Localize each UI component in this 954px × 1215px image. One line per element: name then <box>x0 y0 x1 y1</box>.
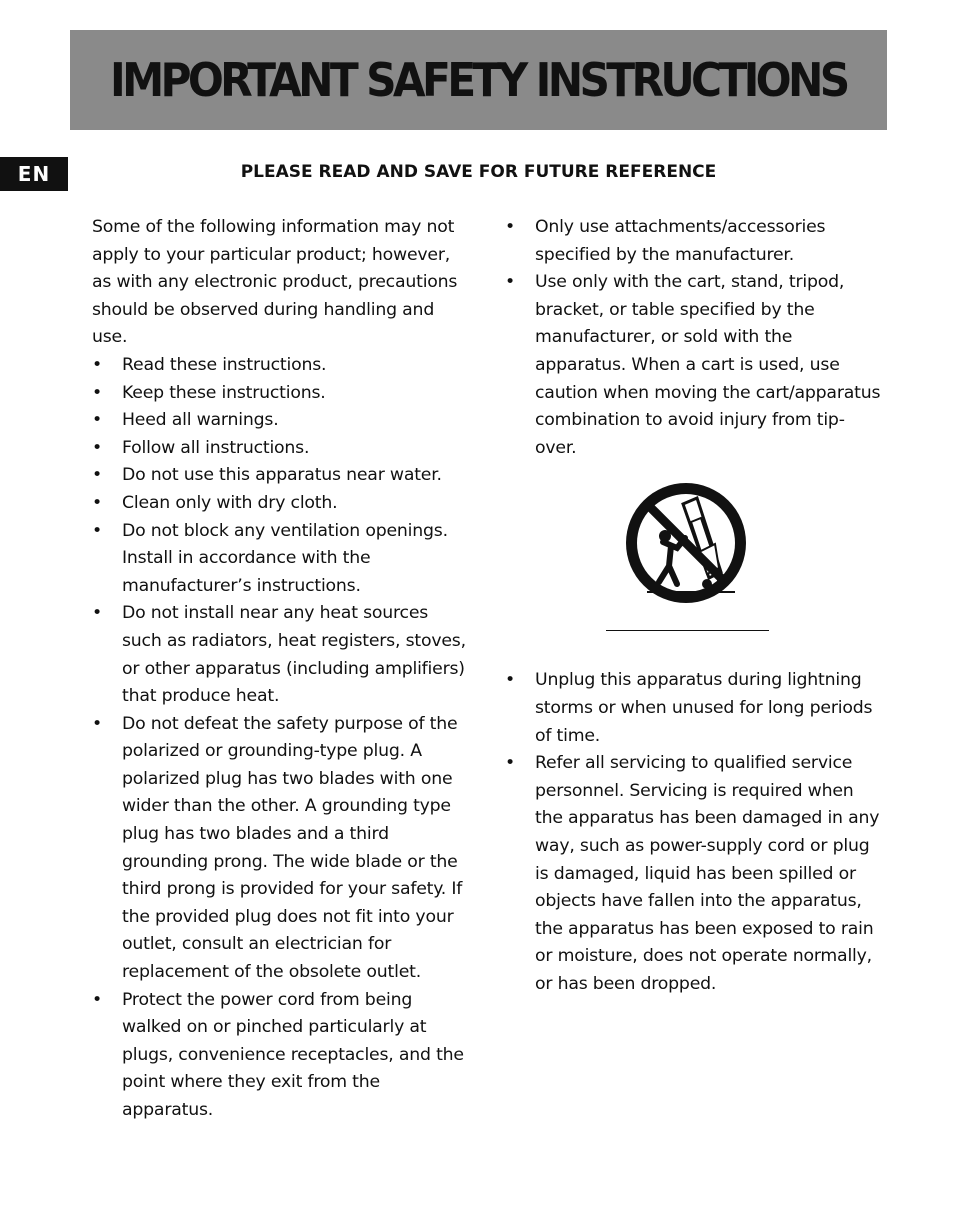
list-item: • Keep these instructions. <box>92 380 472 408</box>
divider-line <box>606 630 769 631</box>
list-item: • Use only with the cart, stand, tripod, bracket, or table specified by the manufacturer, or sold with the apparatus. When a cart is used, use caution when moving the cart/apparatus combination to avoid injury from tip-over. <box>505 269 883 462</box>
right-bullet-list-bottom <box>505 667 883 998</box>
right-bullet-list-top <box>505 214 883 462</box>
list-item: • Read these instructions. <box>92 352 472 380</box>
list-item: • Do not defeat the safety purpose of the polarized or grounding-type plug. A polarized plug has two blades with one wider than the other. A grounding type plug has two blades and a third grounding prong. The wide blade or the third prong is provided for your safety. If the provided plug does not fit into your outlet, consult an electrician for replacement of the obsolete outlet. <box>92 711 472 987</box>
list-item: • Heed all warnings. <box>92 407 472 435</box>
page-subtitle: PLEASE READ AND SAVE FOR FUTURE REFERENCE <box>240 162 717 182</box>
title-banner <box>70 30 887 130</box>
list-item: • Protect the power cord from being walked on or pinched particularly at plugs, convenience receptacles, and the point where they exit from the apparatus. <box>92 987 472 1125</box>
list-item: • Do not install near any heat sources such as radiators, heat registers, stoves, or other apparatus (including amplifiers) that produce heat. <box>92 600 472 710</box>
right-column <box>505 214 883 998</box>
cart-tip-over-warning-icon <box>625 482 747 604</box>
list-item: • Unplug this apparatus during lightning storms or when unused for long periods of time. <box>505 667 883 750</box>
list-item: • Do not block any ventilation openings. Install in accordance with the manufacturer’s instructions. <box>92 518 472 601</box>
list-item: • Follow all instructions. <box>92 435 472 463</box>
list-item: • Refer all servicing to qualified service personnel. Servicing is required when the apparatus has been damaged in any way, such as power-supply cord or plug is damaged, liquid has been spilled or objects have fallen into the apparatus, the apparatus has been exposed to rain or moisture, does not operate normally, or has been dropped. <box>505 750 883 998</box>
list-item: • Do not use this apparatus near water. <box>92 462 472 490</box>
left-bullet-list <box>92 352 472 1125</box>
left-column <box>92 214 472 1125</box>
list-item: • Only use attachments/accessories specified by the manufacturer. <box>505 214 883 269</box>
language-tab: EN <box>0 157 68 191</box>
list-item: • Clean only with dry cloth. <box>92 490 472 518</box>
intro-paragraph: Some of the following information may not apply to your particular product; however, as with any electronic product, precautions should be observed during handling and use. <box>92 217 458 348</box>
page-title: IMPORTANT SAFETY INSTRUCTIONS <box>110 53 847 107</box>
cart-warning-illustration <box>505 462 883 667</box>
